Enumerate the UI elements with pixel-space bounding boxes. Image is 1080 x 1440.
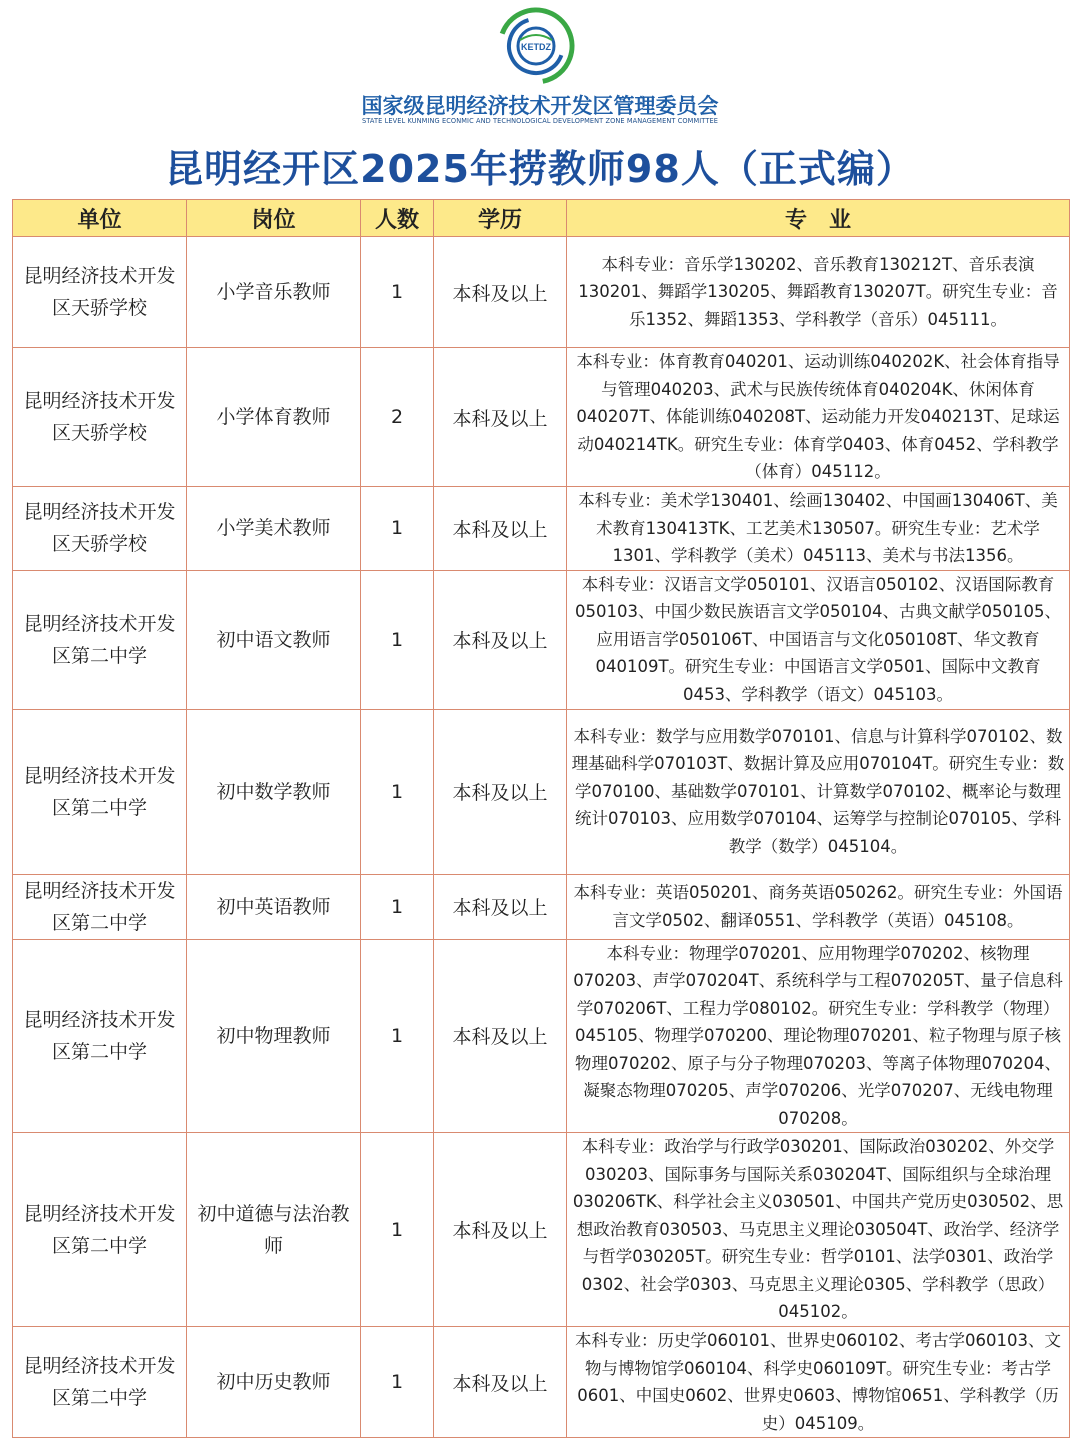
column-header-post: 岗位 — [187, 200, 361, 237]
unit-cell: 昆明经济技术开发区第二中学 — [13, 709, 187, 874]
unit-cell: 昆明经济技术开发区天骄学校 — [13, 237, 187, 348]
unit-cell: 昆明经济技术开发区第二中学 — [13, 939, 187, 1133]
post-cell: 初中物理教师 — [187, 939, 361, 1133]
major-cell: 本科专业：体育教育040201、运动训练040202K、社会体育指导与管理040203、武术与民族传统体育040204K、休闲体育040207T、体能训练040208T、运动能力开发040213T、足球运动040214TK。研究生专业：体育学0403、体育0452、学科教学（体育）045112。 — [567, 348, 1070, 487]
education-cell: 本科及以上 — [434, 1327, 567, 1438]
table-row — [13, 348, 1070, 487]
page-title: 昆明经开区2025年捞教师98人（正式编） — [165, 147, 915, 191]
table-row — [13, 1133, 1070, 1327]
header — [0, 0, 1080, 198]
education-cell: 本科及以上 — [434, 237, 567, 348]
count-cell: 1 — [361, 237, 434, 348]
post-cell: 初中历史教师 — [187, 1327, 361, 1438]
column-header-education: 学历 — [434, 200, 567, 237]
count-cell: 1 — [361, 487, 434, 571]
count-cell: 1 — [361, 1327, 434, 1438]
unit-cell: 昆明经济技术开发区天骄学校 — [13, 487, 187, 571]
recruitment-table — [12, 199, 1070, 1438]
organization-name: 国家级昆明经济技术开发区管理委员会 — [361, 94, 719, 118]
post-cell: 初中英语教师 — [187, 874, 361, 939]
count-cell: 1 — [361, 1133, 434, 1327]
svg-text:KETDZ: KETDZ — [521, 42, 551, 52]
education-cell: 本科及以上 — [434, 709, 567, 874]
education-cell: 本科及以上 — [434, 348, 567, 487]
education-cell: 本科及以上 — [434, 570, 567, 709]
table-row — [13, 874, 1070, 939]
unit-cell: 昆明经济技术开发区第二中学 — [13, 1133, 187, 1327]
count-cell: 1 — [361, 570, 434, 709]
major-cell: 本科专业：政治学与行政学030201、国际政治030202、外交学030203、国际事务与国际关系030204T、国际组织与全球治理030206TK、科学社会主义030501、中国共产党历史030502、思想政治教育030503、马克思主义理论030504T、政治学、经济学与哲学030205T。研究生专业：哲学0101、法学0301、政治学0302、社会学0303、马克思主义理论0305、学科教学（思政）045102。 — [567, 1133, 1070, 1327]
column-header-unit: 单位 — [13, 200, 187, 237]
major-cell: 本科专业：历史学060101、世界史060102、考古学060103、文物与博物馆学060104、科学史060109T。研究生专业：考古学0601、中国史0602、世界史0603、博物馆0651、学科教学（历史）045109。 — [567, 1327, 1070, 1438]
major-cell: 本科专业：物理学070201、应用物理学070202、核物理070203、声学070204T、系统科学与工程070205T、量子信息科学070206T、工程力学080102。研究生专业：学科教学（物理）045105、物理学070200、理论物理070201、粒子物理与原子核物理070202、原子与分子物理070203、等离子体物理070204、凝聚态物理070205、声学070206、光学070207、无线电物理070208。 — [567, 939, 1070, 1133]
education-cell: 本科及以上 — [434, 939, 567, 1133]
post-cell: 小学音乐教师 — [187, 237, 361, 348]
major-cell: 本科专业：数学与应用数学070101、信息与计算科学070102、数理基础科学070103T、数据计算及应用070104T。研究生专业：数学070100、基础数学070101、计算数学070102、概率论与数理统计070103、应用数学070104、运筹学与控制论070105、学科教学（数学）045104。 — [567, 709, 1070, 874]
table-header-row — [13, 200, 1070, 237]
table-row — [13, 1327, 1070, 1438]
post-cell: 初中语文教师 — [187, 570, 361, 709]
education-cell: 本科及以上 — [434, 1133, 567, 1327]
unit-cell: 昆明经济技术开发区第二中学 — [13, 1327, 187, 1438]
major-cell: 本科专业：美术学130401、绘画130402、中国画130406T、美术教育130413TK、工艺美术130507。研究生专业：艺术学1301、学科教学（美术）045113、美术与书法1356。 — [567, 487, 1070, 571]
count-cell: 1 — [361, 709, 434, 874]
table-row — [13, 487, 1070, 571]
post-cell: 小学体育教师 — [187, 348, 361, 487]
column-header-count: 人数 — [361, 200, 434, 237]
post-cell: 小学美术教师 — [187, 487, 361, 571]
count-cell: 1 — [361, 874, 434, 939]
table-row — [13, 939, 1070, 1133]
count-cell: 2 — [361, 348, 434, 487]
major-cell: 本科专业：音乐学130202、音乐教育130212T、音乐表演130201、舞蹈学130205、舞蹈教育130207T。研究生专业：音乐1352、舞蹈1353、学科教学（音乐）045111。 — [567, 237, 1070, 348]
column-header-major: 专 业 — [567, 200, 1070, 237]
education-cell: 本科及以上 — [434, 487, 567, 571]
table-row — [13, 237, 1070, 348]
ketdz-logo-icon — [490, 6, 582, 86]
post-cell: 初中道德与法治教师 — [187, 1133, 361, 1327]
table-row — [13, 570, 1070, 709]
education-cell: 本科及以上 — [434, 874, 567, 939]
unit-cell: 昆明经济技术开发区天骄学校 — [13, 348, 187, 487]
count-cell: 1 — [361, 939, 434, 1133]
table-row — [13, 709, 1070, 874]
organization-name-english: STATE LEVEL KUNMING ECONMIC AND TECHNOLOGICAL DEVELOPMENT ZONE MANAGEMENT COMMITTEE — [362, 117, 718, 125]
post-cell: 初中数学教师 — [187, 709, 361, 874]
major-cell: 本科专业：英语050201、商务英语050262。研究生专业：外国语言文学0502、翻译0551、学科教学（英语）045108。 — [567, 874, 1070, 939]
unit-cell: 昆明经济技术开发区第二中学 — [13, 874, 187, 939]
unit-cell: 昆明经济技术开发区第二中学 — [13, 570, 187, 709]
major-cell: 本科专业：汉语言文学050101、汉语言050102、汉语国际教育050103、中国少数民族语言文学050104、古典文献学050105、应用语言学050106T、中国语言与文化050108T、华文教育040109T。研究生专业：中国语言文学0501、国际中文教育0453、学科教学（语文）045103。 — [567, 570, 1070, 709]
